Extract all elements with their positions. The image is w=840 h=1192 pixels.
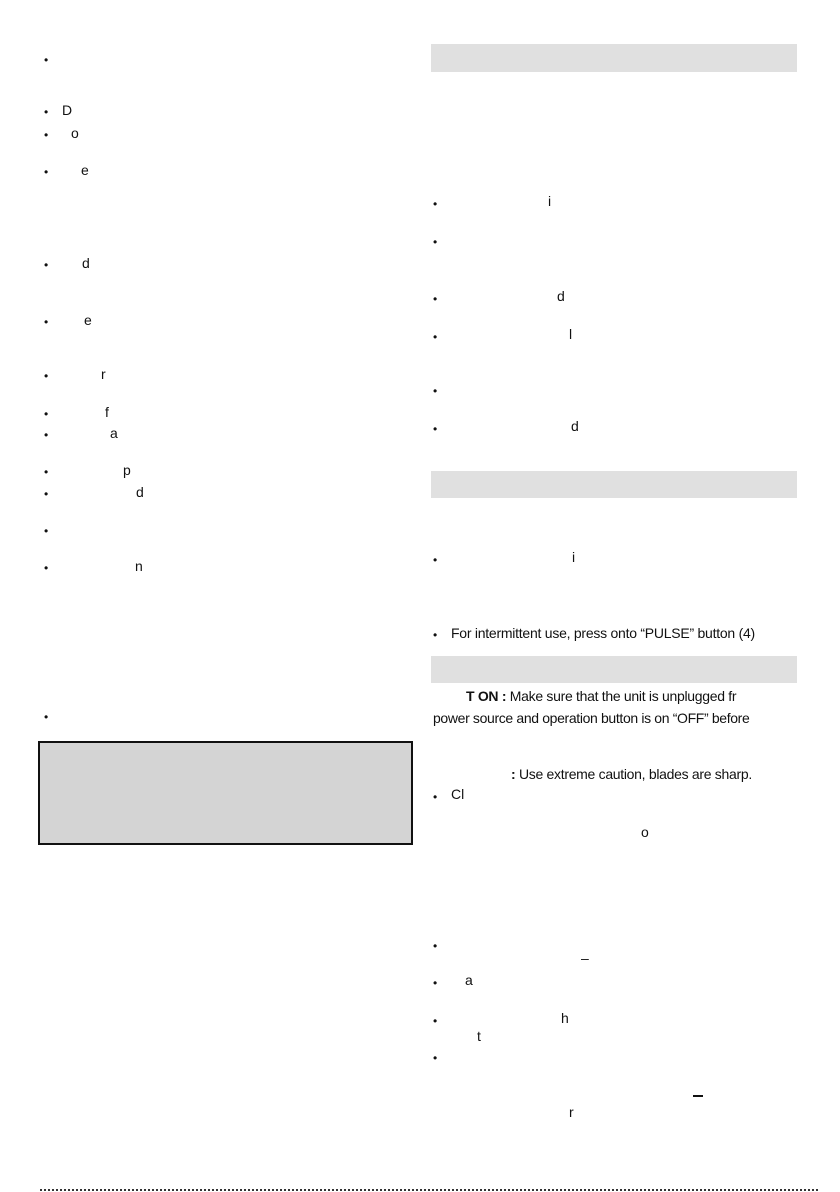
bullet-text: d xyxy=(571,418,579,434)
bullet: • xyxy=(433,235,438,249)
bullet: • xyxy=(433,1051,438,1065)
bullet-text: n xyxy=(135,558,143,574)
bullet: • xyxy=(44,165,49,179)
bullet: • xyxy=(433,553,438,567)
bullet-text: h xyxy=(561,1010,569,1026)
bullet-text: a xyxy=(110,425,118,441)
bullet-text: e xyxy=(81,162,89,178)
caution-line-1 xyxy=(466,688,736,704)
warning-text: Use extreme caution, blades are sharp. xyxy=(515,766,752,782)
section-header-bar xyxy=(431,656,797,683)
bullet: • xyxy=(44,487,49,501)
bullet-text: p xyxy=(123,462,131,478)
bullet-text: d xyxy=(136,484,144,500)
bullet-text: e xyxy=(84,312,92,328)
warning-label: : xyxy=(511,766,516,782)
note-box xyxy=(38,741,413,845)
bullet: • xyxy=(44,315,49,329)
bullet-text: i xyxy=(548,193,552,209)
text-fragment: r xyxy=(569,1104,574,1120)
bullet: • xyxy=(433,939,438,953)
bullet-text: D xyxy=(62,102,73,118)
bullet: • xyxy=(44,369,49,383)
bullet: • xyxy=(44,407,49,421)
bullet: • xyxy=(44,258,49,272)
bullet: • xyxy=(433,790,438,804)
bullet: • xyxy=(44,465,49,479)
caution-text: Make sure that the unit is unplugged fr xyxy=(506,688,737,704)
bullet-text: a xyxy=(465,972,473,988)
bullet: • xyxy=(433,384,438,398)
bullet: • xyxy=(44,524,49,538)
bullet: • xyxy=(44,53,49,67)
bullet: • xyxy=(433,292,438,306)
bullet-text: i xyxy=(572,549,576,565)
text-fragment: o xyxy=(641,824,649,840)
pulse-instruction: For intermittent use, press onto “PULSE” button (4) xyxy=(451,625,755,641)
dash-mark xyxy=(693,1095,703,1097)
caution-label: T ON : xyxy=(466,688,507,704)
bullet: • xyxy=(44,561,49,575)
bullet: • xyxy=(433,1014,438,1028)
section-header-bar xyxy=(431,471,797,498)
bullet: • xyxy=(433,628,438,642)
bullet-text: r xyxy=(101,366,106,382)
bullet: • xyxy=(44,428,49,442)
bullet-text: f xyxy=(105,404,109,420)
caution-line-2: power source and operation button is on “OFF” before xyxy=(433,710,750,726)
bullet-text: d xyxy=(82,255,90,271)
warning-line xyxy=(511,766,752,782)
bullet: • xyxy=(44,710,49,724)
bullet-text: o xyxy=(71,125,79,141)
bullet-text: d xyxy=(557,288,565,304)
bullet: • xyxy=(433,330,438,344)
bullet: • xyxy=(44,105,49,119)
bullet: • xyxy=(433,197,438,211)
text-fragment: t xyxy=(477,1028,481,1044)
bullet: • xyxy=(433,422,438,436)
section-header-bar xyxy=(431,44,797,72)
bullet: • xyxy=(44,128,49,142)
bullet-text: l xyxy=(569,326,573,342)
page-bottom-rule xyxy=(40,1189,818,1191)
bullet-text: Cl xyxy=(451,786,465,802)
text-fragment: – xyxy=(581,950,589,966)
bullet: • xyxy=(433,976,438,990)
